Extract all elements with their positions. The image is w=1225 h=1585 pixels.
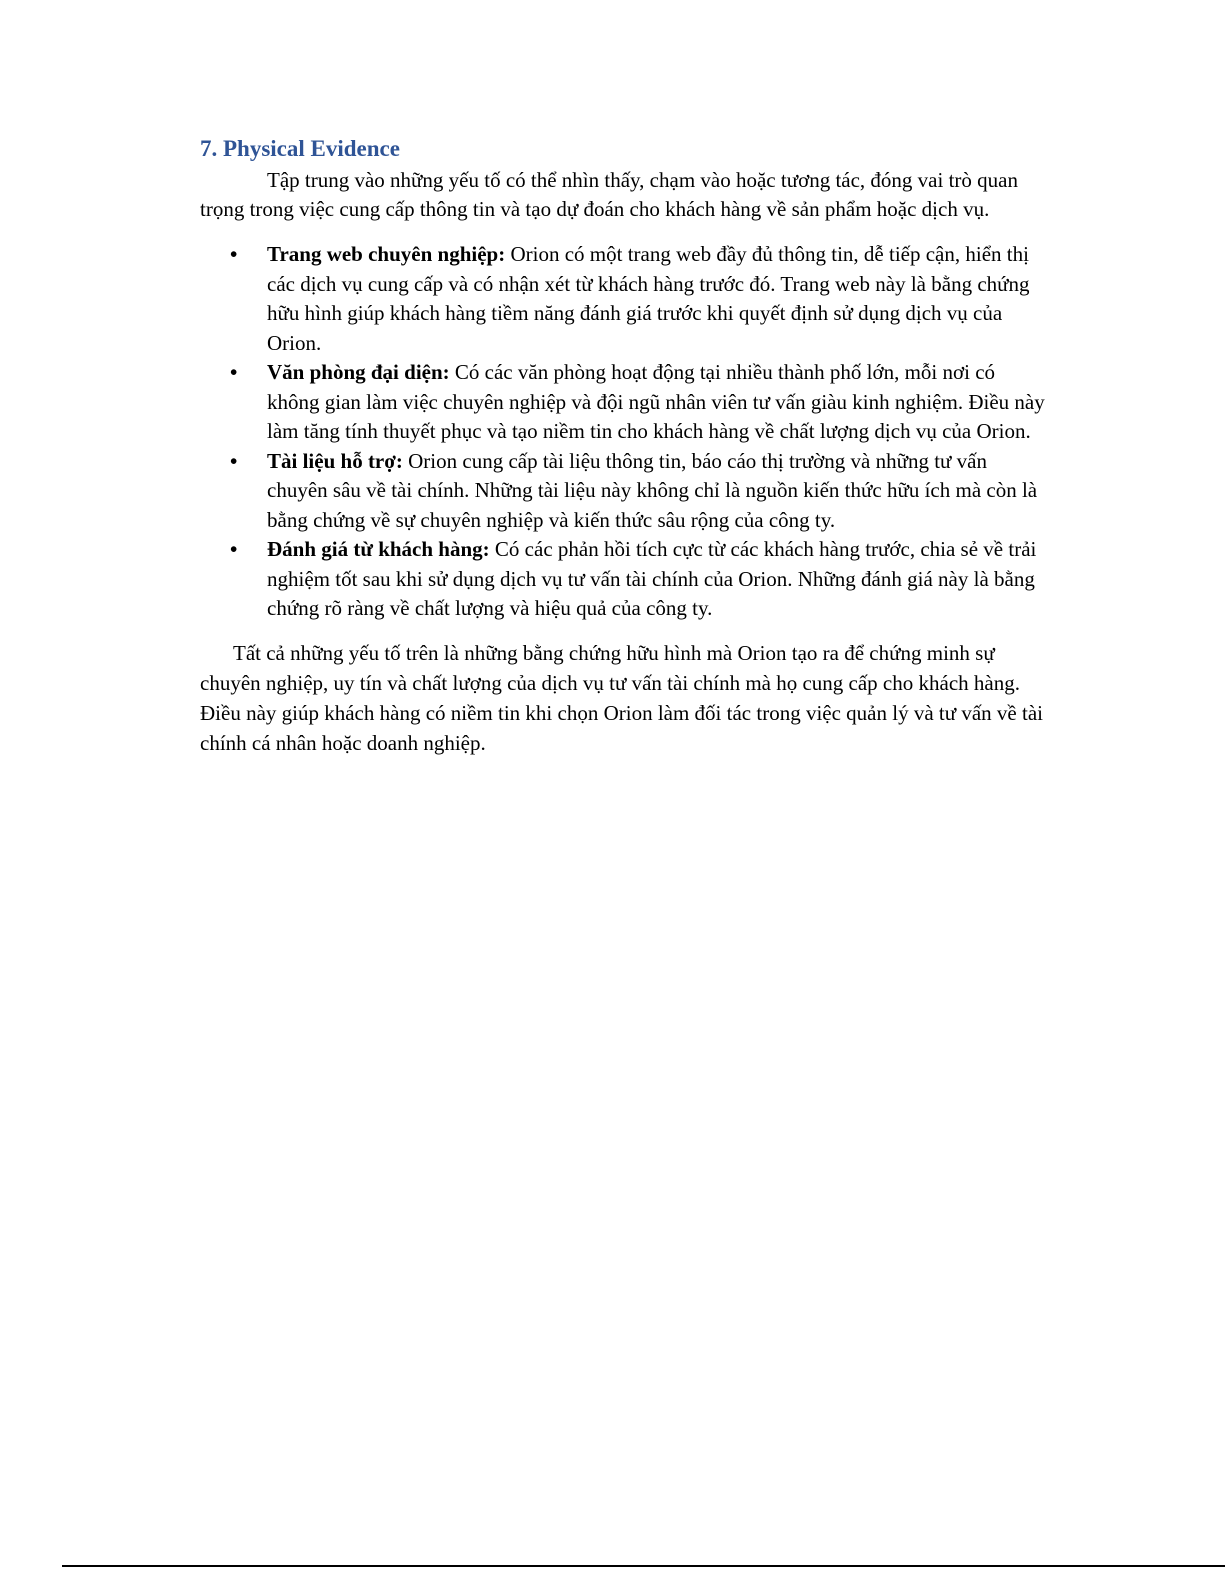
bullet-icon: • — [230, 360, 238, 384]
list-item — [200, 447, 1045, 536]
list-item-text: Orion cung cấp tài liệu thông tin, báo cáo thị trường và những tư vấn chuyên sâu về tài chính. Những tài liệu này không chỉ là nguồn kiến thức hữu ích mà còn là bằng chứng về sự chuyên nghiệp và kiến thức sâu rộng của công ty. — [267, 448, 1038, 532]
bullet-icon: • — [230, 242, 238, 266]
list-item-text: Orion có một trang web đầy đủ thông tin, dễ tiếp cận, hiển thị các dịch vụ cung cấp và có nhận xét từ khách hàng trước đó. Trang web này là bằng chứng hữu hình giúp khách hàng tiềm năng đánh giá trước khi quyết định sử dụng dịch vụ của Orion. — [267, 242, 1030, 355]
closing-paragraph: Tất cả những yếu tố trên là những bằng chứng hữu hình mà Orion tạo ra để chứng minh sự chuyên nghiệp, uy tín và chất lượng của dịch vụ tư vấn tài chính mà họ cung cấp cho khách hàng. Điều này giúp khách hàng có niềm tin khi chọn Orion làm đối tác trong việc quản lý và tư vấn về tài chính cá nhân hoặc doanh nghiệp. — [200, 640, 1043, 755]
document-body — [200, 134, 1045, 758]
list-item-text: Có các phản hồi tích cực từ các khách hàng trước, chia sẻ về trải nghiệm tốt sau khi sử dụng dịch vụ tư vấn tài chính của Orion. Những đánh giá này là bằng chứng rõ ràng về chất lượng và hiệu quả của công ty. — [267, 537, 1037, 620]
page-bottom-divider — [62, 1565, 1225, 1567]
list-item-term: Văn phòng đại diện: — [267, 360, 450, 384]
list-item-term: Tài liệu hỗ trợ: — [267, 448, 403, 473]
list-item-text: Có các văn phòng hoạt động tại nhiều thành phố lớn, mỗi nơi có không gian làm việc chuyên nghiệp và đội ngũ nhân viên tư vấn giàu kinh nghiệm. Điều này làm tăng tính thuyết phục và tạo niềm tin cho khách hàng về chất lượng dịch vụ của Orion. — [267, 360, 1045, 443]
evidence-list — [200, 240, 1045, 624]
list-item — [200, 240, 1045, 358]
list-item-term: Đánh giá từ khách hàng: — [267, 537, 490, 561]
list-item — [200, 535, 1045, 624]
bullet-icon: • — [230, 448, 238, 473]
list-item — [200, 358, 1045, 447]
section-heading: 7. Physical Evidence — [200, 136, 400, 161]
intro-paragraph: Tập trung vào những yếu tố có thể nhìn thấy, chạm vào hoặc tương tác, đóng vai trò quan trọng trong việc cung cấp thông tin và tạo dự đoán cho khách hàng về sản phẩm hoặc dịch vụ. — [200, 168, 1018, 221]
bullet-icon: • — [230, 537, 238, 561]
list-item-term: Trang web chuyên nghiệp: — [267, 242, 506, 266]
